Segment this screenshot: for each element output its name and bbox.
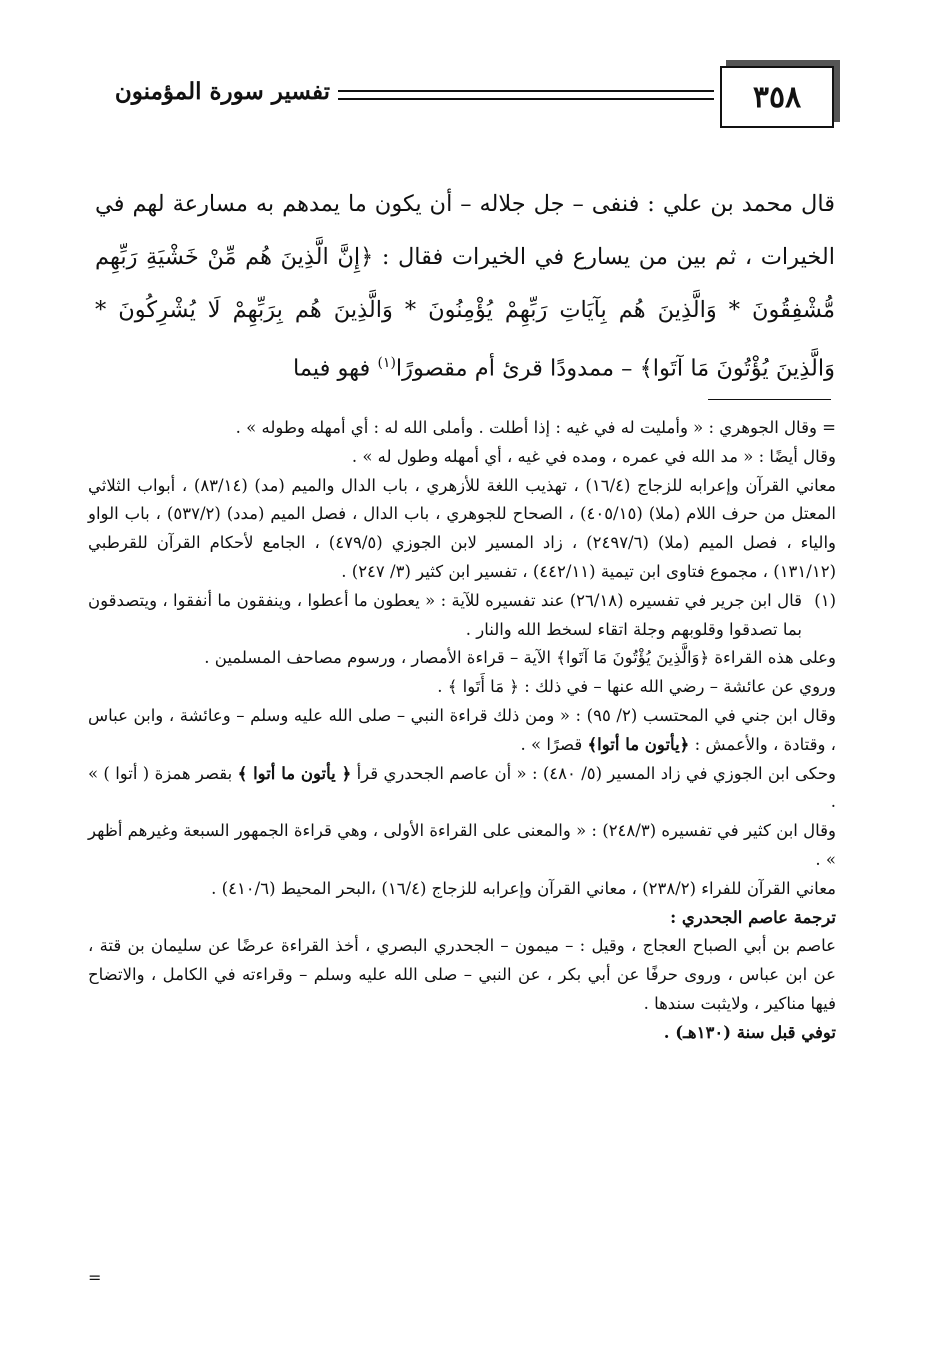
main-paragraph xyxy=(95,178,835,396)
quran-verse: ﴿إِنَّ الَّذِينَ هُم مِّنْ خَشْيَةِ رَبِّهِم مُّشْفِقُونَ * وَالَّذِينَ هُم بِآيَاتِ رَبِّهِمْ يُؤْمِنُونَ * وَالَّذِينَ هُم بِرَبِّهِمْ لَا يُشْرِكُونَ * وَالَّذِينَ يُؤْتُونَ مَا آتَوا﴾ xyxy=(95,244,835,382)
bio-death: توفي قبل سنة (١٣٠هـ) . xyxy=(663,1022,836,1042)
footnote-continuation-line: معاني القرآن وإعرابه للزجاج (١٦/٤) ، تهذيب اللغة للأزهري ، باب الدال والميم (مد) (٨٣/١٤) ، أبواب الثلاثي المعتل من حرف اللام (ملا) (٤٠٥/١٥) ، الصحاح للجوهري ، باب الدال ، فصل الميم (مدد) (٥٣٧/٢) ، باب الواو والياء ، فصل الميم (ملا) (٢٤٩٧/٦) ، زاد المسير لابن الجوزي (٤٧٩/٥) ، الجامع لأحكام القرآن للقرطبي (١٣١/١٢) ، مجموع فتاوى ابن تيمية (٤٤٢/١١) ، تفسير ابن كثير (٣/ ٢٤٧) . xyxy=(88,475,836,581)
footnote-continuation-line: = وقال الجوهري : « وأمليت له في غيه : إذا أطلت . وأملى الله له : أي أمهله وطوله » . xyxy=(235,418,836,437)
bio-title: ترجمة عاصم الجحدري : xyxy=(670,907,836,927)
footnote-line: معاني القرآن للفراء (٢٣٨/٢) ، معاني القرآن وإعرابه للزجاج (١٦/٤) ،البحر المحيط (٤١٠/٦) . xyxy=(211,878,836,898)
continued-mark: = xyxy=(88,1268,102,1287)
footnote-1-marker: (١) xyxy=(814,590,836,610)
bio-text: عاصم بن أبي الصباح العجاج ، وقيل : – ميمون – الجحدري البصري ، أخذ القراءة عرضًا عن سليمان بن قتة ، عن ابن عباس ، وروى حرفًا عن أبي بكر ، عن النبي – صلى الله عليه وسلم – وقراءته في الكامل ، والاتضاح فيها مناكير ، ولايثبت سندها . xyxy=(88,936,836,1013)
footnote-line: وروي عن عائشة – رضي الله عنها – في ذلك : ﴿ مَا أَتَوا ﴾ . xyxy=(437,677,836,697)
footnote-line: وقال ابن كثير في تفسيره (٢٤٨/٣) : « والمعنى على القراءة الأولى ، وهي قراءة الجمهور السبعة وغيرهم أظهر » . xyxy=(88,821,836,869)
footnote-line: قال ابن جرير في تفسيره (٢٦/١٨) عند تفسيره للآية : « يعطون ما أعطوا ، وينفقون ما أنفقوا ، ويتصدقون بما تصدقوا وقلوبهم وجلة اتقاء لسخط الله والنار . xyxy=(88,590,802,639)
footnote-line-text: وقال ابن جني في المحتسب (٢/ ٩٥) : « ومن ذلك قراءة النبي – صلى الله عليه وسلم – وعائشة ، وابن عباس ، وقتادة ، والأعمش : xyxy=(88,705,836,754)
footnote-line xyxy=(88,702,836,760)
footnote-ref: (١) xyxy=(377,355,396,371)
footnote-line-text: قصرًا » . xyxy=(520,734,588,754)
page-number: ٣٥٨ xyxy=(752,79,802,115)
footnote-line: وعلى هذه القراءة ﴿وَالَّذِينَ يُؤْتُونَ مَا آتَوا﴾ الآية – قراءة الأمصار ، ورسوم مصاحف المسلمين . xyxy=(204,648,836,668)
footnote-continuation-line: وقال أيضًا : « مد الله في عمره ، ومده في غيه ، أي أمهله وطول له » . xyxy=(351,446,836,466)
footnote-line-text: بقصر همزة ( أتوا ) » . xyxy=(88,763,836,812)
main-text-part3: فهو فيما xyxy=(292,355,378,382)
main-text-part2: – ممدودًا قرئ أم مقصورًا xyxy=(395,355,640,382)
quran-reading-bold: ﴿ يأتون ما أتوا ﴾ xyxy=(237,763,352,783)
footnote-line xyxy=(88,760,836,818)
page-number-box xyxy=(720,66,834,128)
quran-reading-bold: ﴿يأتون ما أتوا﴾ xyxy=(587,734,690,754)
footnotes xyxy=(88,414,836,1048)
footnote-line-text: وحكى ابن الجوزي في زاد المسير (٥/ ٤٨٠) : « أن عاصم الجحدري قرأ xyxy=(351,763,836,783)
page-header xyxy=(80,58,840,138)
running-title: تفسير سورة المؤمنون xyxy=(114,78,330,105)
main-text xyxy=(95,178,835,396)
footnote-separator xyxy=(708,399,831,400)
main-text-part1: قال محمد بن علي : فنفى – جل جلاله – أن يكون ما يمدهم به مسارعة لهم في الخيرات ، ثم بين من يسارع في الخيرات فقال : xyxy=(95,191,835,270)
footnote-1 xyxy=(88,587,836,645)
header-rule xyxy=(338,90,714,100)
